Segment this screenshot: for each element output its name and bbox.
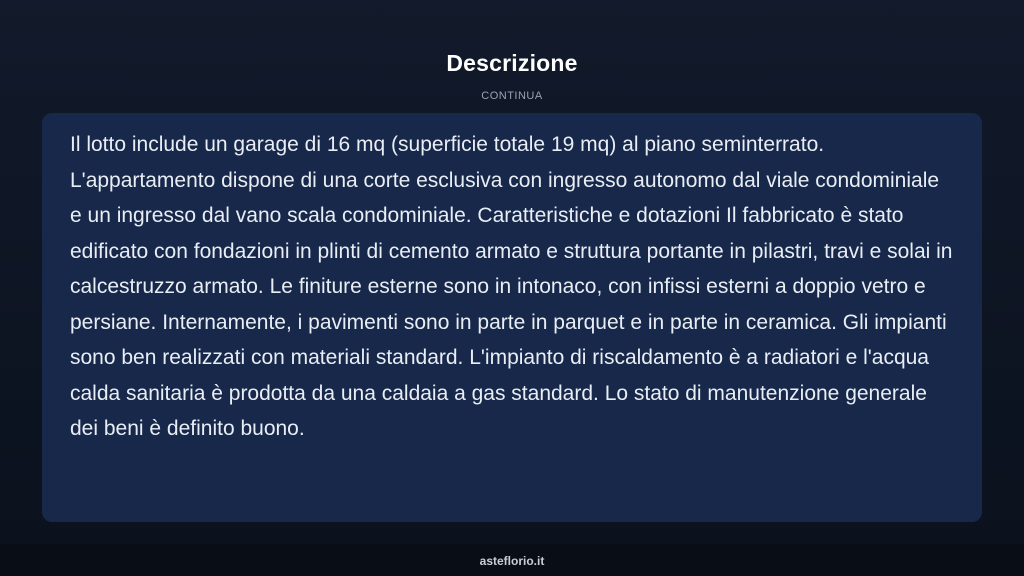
footer-site-label: asteflorio.it — [479, 554, 545, 568]
description-card — [42, 113, 982, 522]
description-text: Il lotto include un garage di 16 mq (superficie totale 19 mq) al piano seminterrato. L'appartamento dispone di una corte esclusiva con ingresso autonomo dal viale condominiale e un ingresso dal vano scala condominiale. Caratteristiche e dotazioni Il fabbricato è stato edificato con fondazioni in plinti di cemento armato e struttura portante in pilastri, travi e solai in calcestruzzo armato. Le finiture esterne sono in intonaco, con infissi esterni a doppio vetro e persiane. Internamente, i pavimenti sono in parte in parquet e in parte in ceramica. Gli impianti sono ben realizzati con materiali standard. L'impianto di riscaldamento è a radiatori e l'acqua calda sanitaria è prodotta da una caldaia a gas standard. Lo stato di manutenzione generale dei beni è definito buono. — [70, 133, 953, 440]
page-subtitle: CONTINUA — [481, 90, 543, 102]
page-title: Descrizione — [446, 50, 578, 76]
footer-bar — [0, 544, 1024, 576]
